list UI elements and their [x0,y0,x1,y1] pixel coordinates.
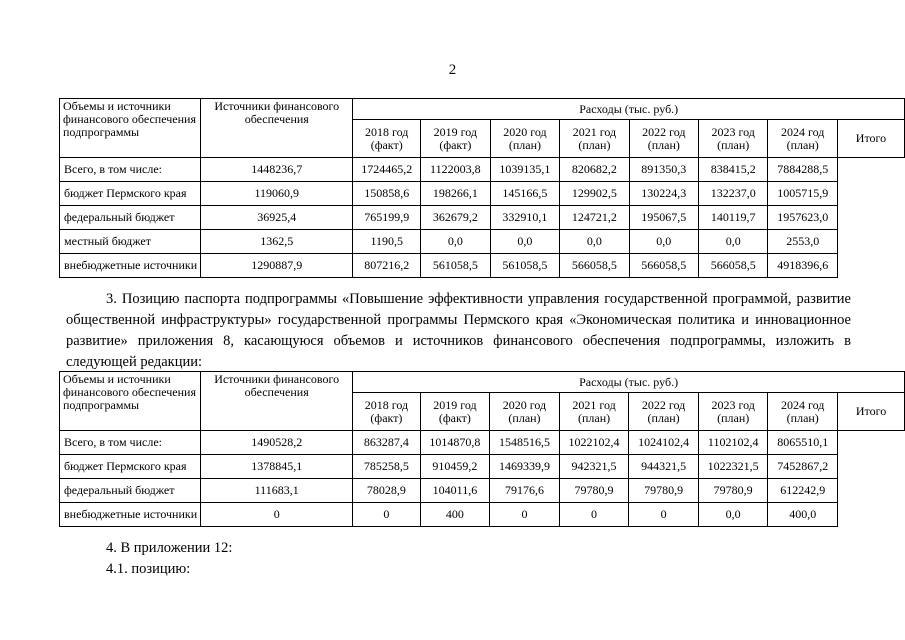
value-cell: 561058,5 [490,254,560,278]
year-header [699,120,768,158]
value-cell: 1448236,7 [201,158,353,182]
table-row [60,254,905,278]
value-cell: 0 [201,503,353,527]
year-kind: (план) [578,137,611,152]
value-cell: 0,0 [699,230,768,254]
value-cell: 400,0 [768,503,838,527]
value-cell: 140119,7 [699,206,768,230]
value-cell: 910459,2 [420,455,490,479]
value-cell: 838415,2 [699,158,768,182]
paragraph-3-text: 3. Позицию паспорта подпрограммы «Повышение эффективности управления государственной программой, развитие общественной инфраструктуры» государственной программы Пермского края «Экономическая политика и инновационное развитие» приложения 8, касающуюся объемов и источников финансового обеспечения подпрограммы, изложить в следующей редакции: [66,291,851,370]
value-cell: 765199,9 [353,206,421,230]
year-header [629,120,698,158]
year-label: 2019 год [433,124,478,139]
source-cell: местный бюджет [60,230,201,254]
value-cell: 820682,2 [560,158,629,182]
year-label: 2024 год [781,397,825,412]
value-cell: 7884288,5 [768,158,838,182]
year-label: 2020 год [503,124,547,139]
value-cell: 4918396,6 [768,254,838,278]
value-cell: 1039135,1 [490,158,560,182]
value-cell: 36925,4 [201,206,353,230]
value-cell: 132237,0 [699,182,768,206]
table-label: Объемы и источники финансового обеспечения подпрограммы [60,99,201,158]
value-cell: 1022102,4 [559,431,629,455]
value-cell: 0,0 [421,230,491,254]
year-label: 2021 год [572,397,616,412]
year-label: 2022 год [641,397,686,412]
source-cell: Всего, в том числе: [60,431,201,455]
year-header [629,393,699,431]
table-row [60,503,905,527]
financing-table-new [59,371,905,527]
value-cell: 1957623,0 [768,206,838,230]
value-cell: 0 [490,503,560,527]
value-cell: 1102102,4 [698,431,768,455]
value-cell: 78028,9 [353,479,420,503]
value-cell: 0,0 [629,230,698,254]
value-cell: 863287,4 [353,431,420,455]
source-cell: внебюджетные источники [60,503,201,527]
paragraph-3 [66,289,851,373]
year-kind: (план) [786,410,819,425]
value-cell: 79780,9 [629,479,699,503]
year-header [420,393,490,431]
year-label: 2024 год [780,124,825,139]
value-cell: 124721,2 [560,206,629,230]
table-row [60,182,905,206]
value-cell: 561058,5 [421,254,491,278]
expenses-header: Расходы (тыс. руб.) [353,99,905,120]
year-header [353,393,420,431]
total-header: Итого [838,393,905,431]
value-cell: 0,0 [490,230,560,254]
value-cell: 332910,1 [490,206,560,230]
year-kind: (план) [786,137,819,152]
year-label: 2021 год [572,124,617,139]
value-cell: 0,0 [698,503,768,527]
table-row [60,479,905,503]
sources-header: Источники финансового обеспечения [201,99,353,158]
financing-table-current [59,98,905,278]
value-cell: 79780,9 [559,479,629,503]
value-cell: 0 [559,503,629,527]
source-cell: бюджет Пермского края [60,182,201,206]
year-kind: (план) [647,137,680,152]
table-row [60,206,905,230]
year-label: 2022 год [642,124,686,139]
value-cell: 1022321,5 [698,455,768,479]
year-kind: (план) [508,410,541,425]
value-cell: 129902,5 [560,182,629,206]
value-cell: 566058,5 [560,254,629,278]
value-cell: 198266,1 [421,182,491,206]
value-cell: 150858,6 [353,182,421,206]
expenses-header: Расходы (тыс. руб.) [353,372,905,393]
year-header [353,120,421,158]
year-label: 2020 год [502,397,547,412]
year-kind: (план) [717,137,750,152]
year-kind: (план) [647,410,680,425]
value-cell: 566058,5 [629,254,698,278]
year-kind: (факт) [438,410,471,425]
value-cell: 2553,0 [768,230,838,254]
year-header [698,393,768,431]
value-cell: 1122003,8 [421,158,491,182]
value-cell: 1469339,9 [490,455,560,479]
year-header [768,393,838,431]
value-cell: 145166,5 [490,182,560,206]
year-label: 2019 год [433,397,477,412]
year-kind: (план) [508,137,541,152]
value-cell: 0,0 [560,230,629,254]
total-header: Итого [837,120,904,158]
source-cell: федеральный бюджет [60,206,201,230]
value-cell: 0 [629,503,699,527]
value-cell: 1024102,4 [629,431,699,455]
source-cell: внебюджетные источники [60,254,201,278]
value-cell: 1005715,9 [768,182,838,206]
year-kind: (факт) [370,410,403,425]
value-cell: 119060,9 [201,182,353,206]
year-header [421,120,491,158]
value-cell: 1490528,2 [201,431,353,455]
year-header [490,120,560,158]
value-cell: 942321,5 [559,455,629,479]
value-cell: 400 [420,503,490,527]
source-cell: федеральный бюджет [60,479,201,503]
page-number: 2 [448,62,457,78]
value-cell: 1190,5 [353,230,421,254]
item-4-1: 4.1. позицию: [106,561,191,577]
value-cell: 566058,5 [699,254,768,278]
value-cell: 362679,2 [421,206,491,230]
value-cell: 1548516,5 [490,431,560,455]
value-cell: 891350,3 [629,158,698,182]
year-kind: (факт) [439,137,472,152]
table-row [60,158,905,182]
table-row [60,455,905,479]
value-cell: 79780,9 [698,479,768,503]
value-cell: 1724465,2 [353,158,421,182]
value-cell: 79176,6 [490,479,560,503]
value-cell: 785258,5 [353,455,420,479]
year-label: 2023 год [711,124,755,139]
value-cell: 130224,3 [629,182,698,206]
year-kind: (план) [717,410,750,425]
item-4: 4. В приложении 12: [106,540,233,556]
year-header [490,393,560,431]
year-kind: (факт) [370,137,403,152]
value-cell: 7452867,2 [768,455,838,479]
year-header [768,120,838,158]
table-row [60,230,905,254]
source-cell: бюджет Пермского края [60,455,201,479]
year-header [560,120,629,158]
sources-header: Источники финансового обеспечения [201,372,353,431]
table-row [60,431,905,455]
year-label: 2018 год [364,397,409,412]
value-cell: 1014870,8 [420,431,490,455]
value-cell: 8065510,1 [768,431,838,455]
year-label: 2018 год [365,124,409,139]
year-kind: (план) [577,410,611,425]
value-cell: 0 [353,503,420,527]
year-label: 2023 год [711,397,755,412]
value-cell: 807216,2 [353,254,421,278]
value-cell: 944321,5 [629,455,699,479]
source-cell: Всего, в том числе: [60,158,201,182]
value-cell: 1290887,9 [201,254,353,278]
value-cell: 195067,5 [629,206,698,230]
value-cell: 612242,9 [768,479,838,503]
value-cell: 111683,1 [201,479,353,503]
value-cell: 1362,5 [201,230,353,254]
table-label: Объемы и источники финансового обеспечения подпрограммы [60,372,201,431]
value-cell: 1378845,1 [201,455,353,479]
year-header [559,393,629,431]
value-cell: 104011,6 [420,479,490,503]
